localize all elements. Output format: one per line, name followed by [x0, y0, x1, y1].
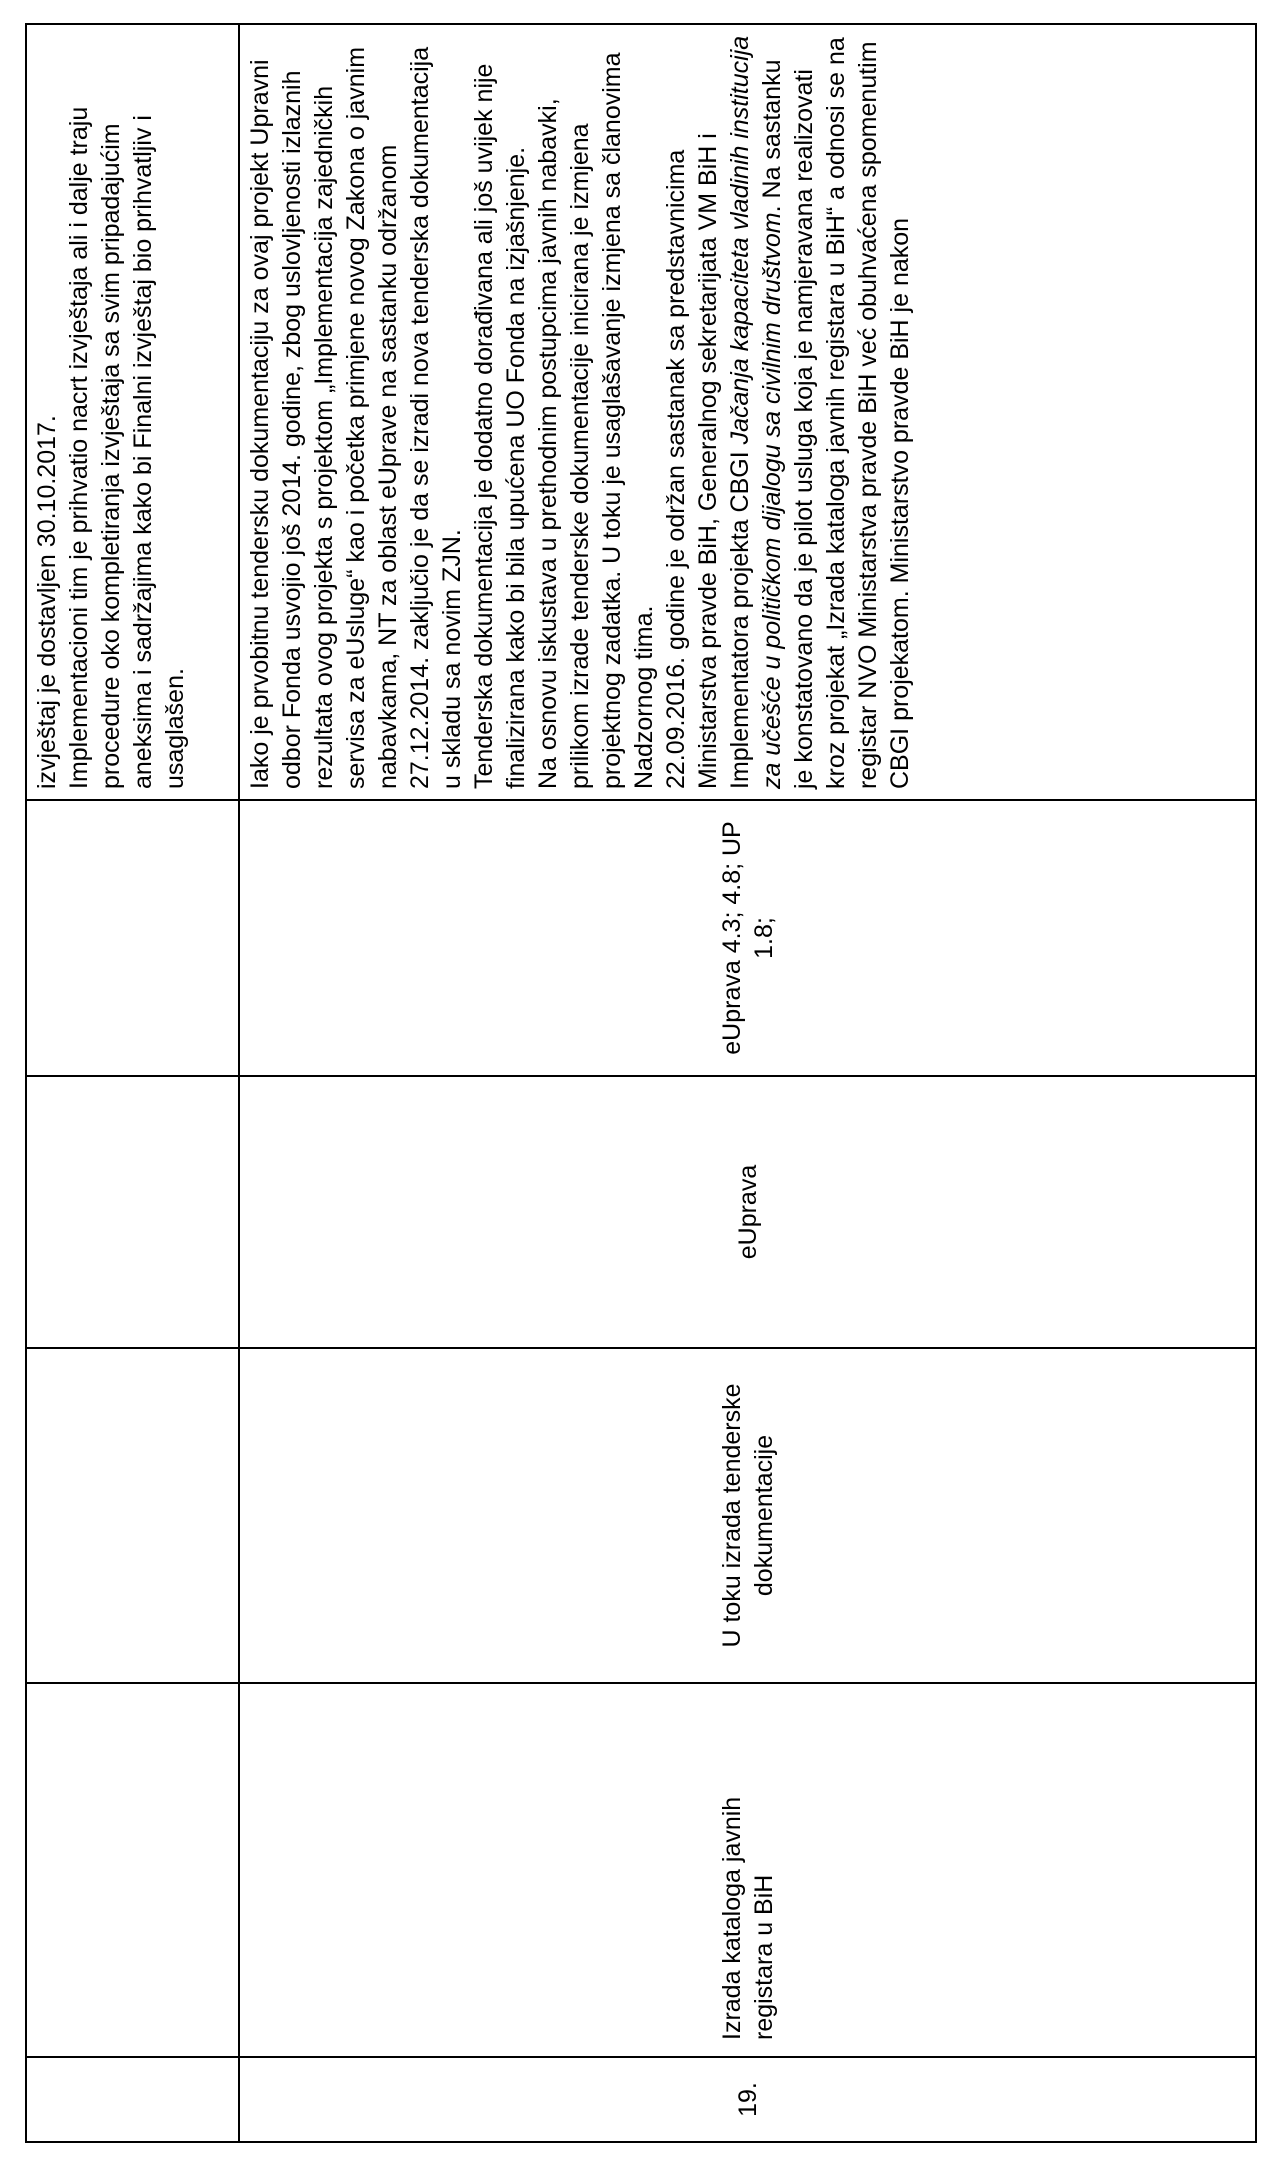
project-status: U toku izrada tenderske dokumentacije: [717, 1383, 778, 1648]
cell-area: [239, 1076, 1256, 1348]
cell-area-empty: [26, 1076, 239, 1348]
table-row: [239, 24, 1256, 2142]
notes-text: [240, 25, 922, 799]
notes-paragraph: Implementacioni tim je prihvatio nacrt izvještaja ali i dalje traju procedure oko kompletiranja izvještaja sa svim pripadajućim aneksima i sadržajima kako bi Finalni izvještaj bio prihvatljiv i usaglašen.: [65, 106, 189, 789]
cell-reference: [239, 800, 1256, 1076]
cell-project-empty: [26, 1683, 239, 2057]
cell-project: [239, 1683, 1256, 2057]
strategy-reference: eUprava 4.3; 4.8; UP 1.8;: [717, 821, 778, 1055]
project-name: Izrada kataloga javnih registara u BiH: [717, 1796, 778, 2040]
notes-paragraph: izvještaj je dostavljen 30.10.2017.: [33, 415, 61, 789]
notes-paragraph: Na osnovu iskustava u prethodnim postupcima javnih nabavki, prilikom izrade tenderske dokumentacije inicirana je izmjena projektnog zadatka. U toku je usaglašavanje izmjena sa članovima Nadzornog tima.: [534, 52, 658, 789]
project-area: eUprava: [733, 1164, 762, 1260]
cell-status-empty: [26, 1348, 239, 1683]
table-row: [26, 24, 239, 2142]
cell-number-empty: [26, 2057, 239, 2142]
cell-notes: [239, 24, 1256, 800]
cell-status: [239, 1348, 1256, 1683]
notes-italic-run: Jačanja kapaciteta vladinih institucija za učešće u političkom dijalogu sa civilnim društvom: [726, 35, 786, 789]
notes-paragraph: Iako je prvobitnu tendersku dokumentaciju za ovaj projekt Upravni odbor Fonda usvojio još 2014. godine, zbog uslovljenosti izlaznih rezultata ovog projekta s projektom „Implementacija zajedničkih servisa za eUsluge“ kao i početka primjene novog Zakona o javnim nabavkama, NT za oblast eUprave na sastanku održanom 27.12.2014. zaključio je da se izradi nova tenderska dokumentacija u skladu sa novim ZJN.: [246, 46, 466, 789]
cell-notes: [26, 24, 239, 800]
notes-text-run: . Na sastanku je konstatovano da je pilot usluga koja je namjeravana realizovati kroz projekat „Izrada kataloga javnih registara u BiH“ a odnosi se na registar NVO Ministarstva pravde BiH već obuhvaćena spomenutim CBGI projekatom. Ministarstvo pravde BiH je nakon: [758, 37, 914, 789]
projects-table: [25, 23, 1257, 2143]
row-number: 19.: [733, 2082, 762, 2117]
cell-number: [239, 2057, 1256, 2142]
notes-paragraph: [660, 35, 916, 789]
notes-text: [27, 25, 197, 799]
cell-reference-empty: [26, 800, 239, 1076]
notes-text-run: 22.09.2016. godine je održan sastanak sa predstavnicima Ministarstva pravde BiH, Generalnog sekretarijata VM BiH i Implementatora projekta CBGI: [662, 133, 754, 789]
notes-paragraph: Tenderska dokumentacija je dodatno dorađivana ali još uvijek nije finalizirana kako bi bila upućena UO Fonda na izjašnjenje.: [470, 63, 530, 789]
